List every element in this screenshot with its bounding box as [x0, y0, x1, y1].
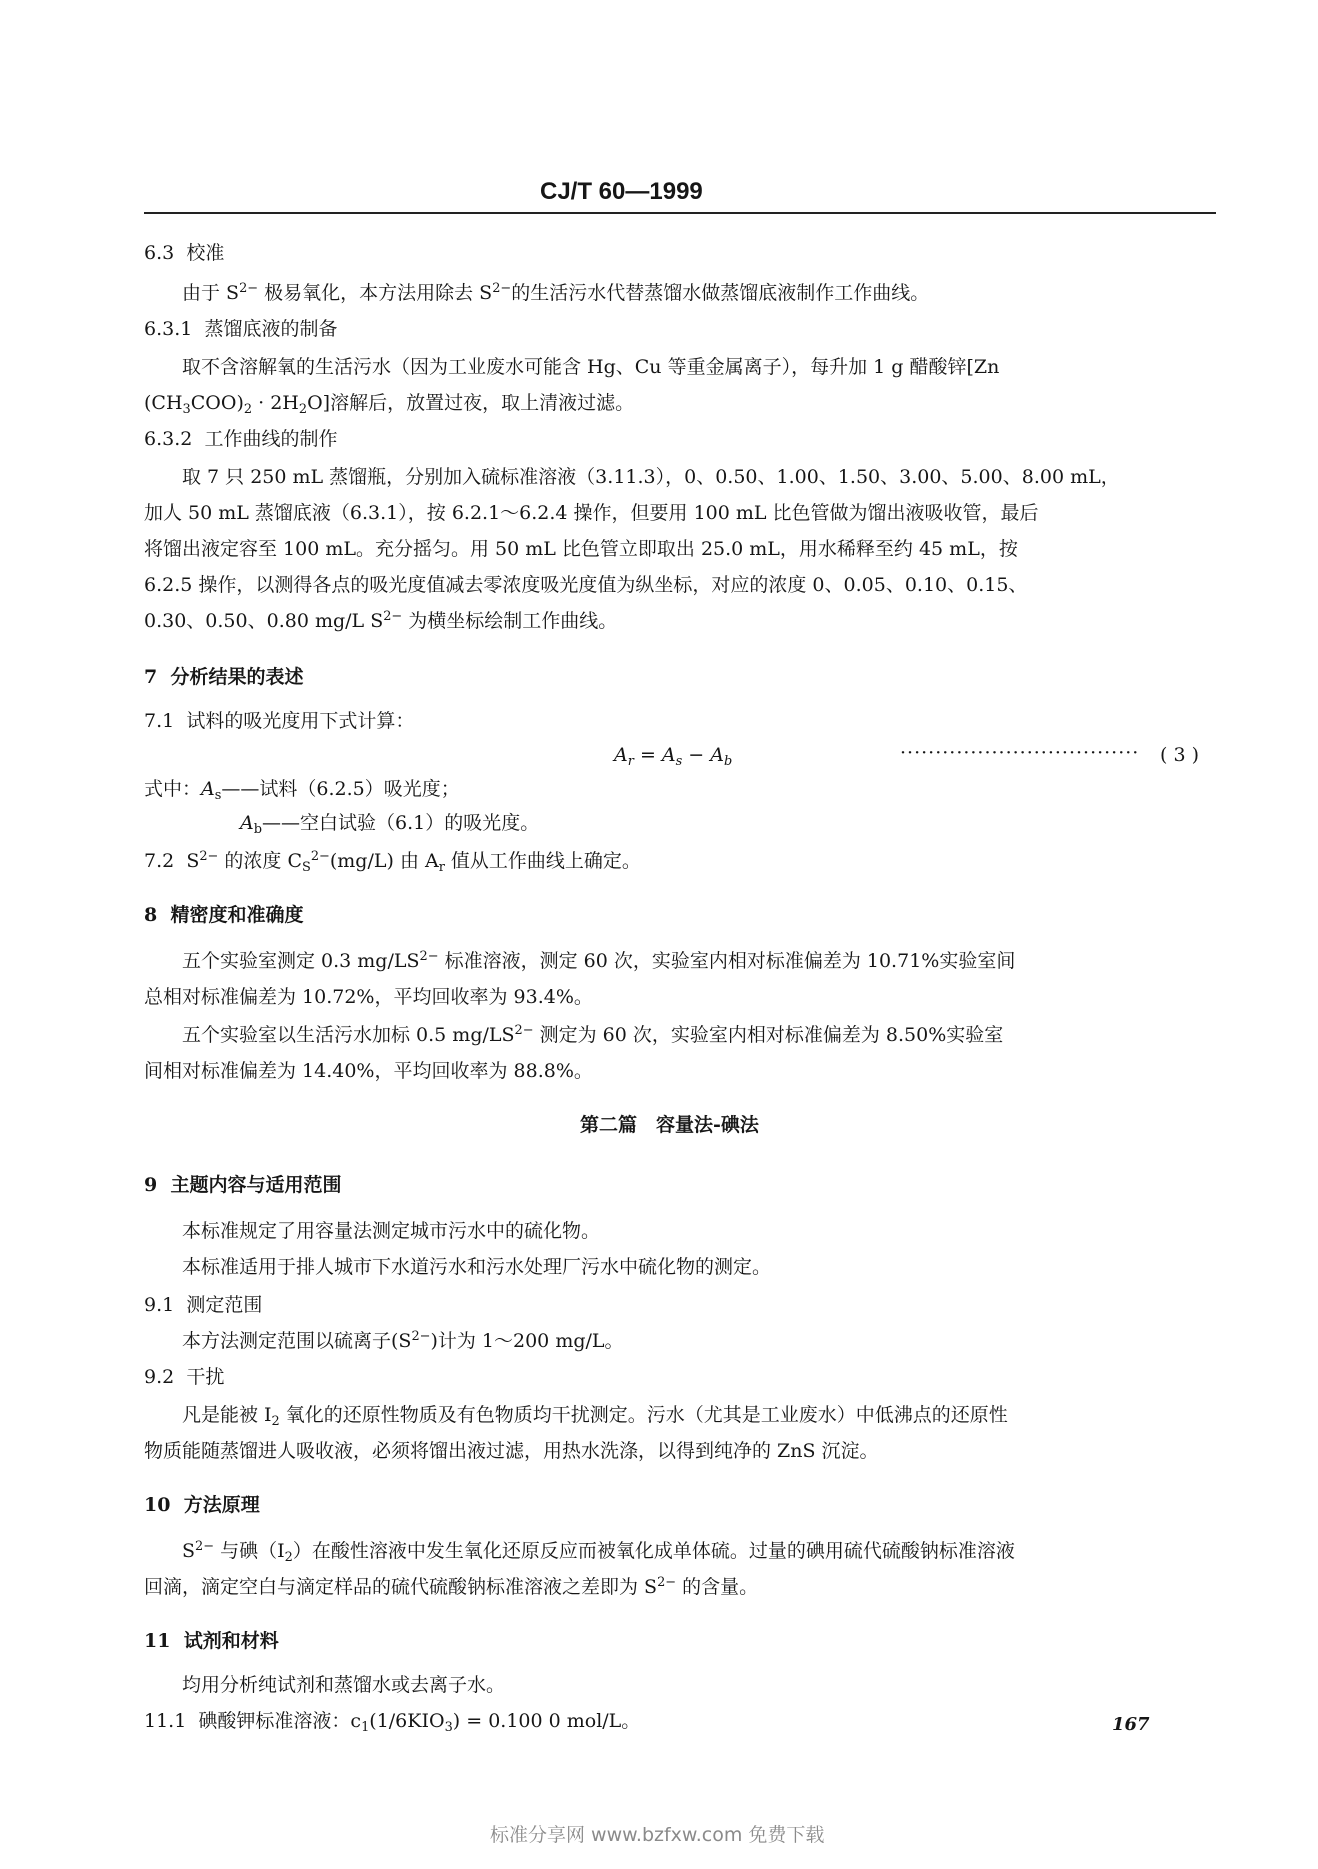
section-6-3-2-line-2: 加人 50 mL 蒸馏底液（6.3.1），按 6.2.1～6.2.4 操作，但要用 100 mL 比色管做为馏出液吸收管，最后 — [144, 502, 1039, 524]
document-code: CJ/T 60—1999 — [540, 178, 703, 205]
section-6-3-2-heading: 6.3.2 工作曲线的制作 — [144, 428, 338, 450]
section-11-1-text: 11.1 碘酸钾标准溶液：$c_1(1/6KIO_3) = 0.100$ 0 mol/L。 — [144, 1710, 641, 1735]
section-8-p2-line-1: 五个实验室以生活污水加标 0.5 $mg/LS^{2-}$ 测定为 60 次，实验室内相对标准偏差为 8.50%实验室 — [182, 1022, 1004, 1046]
section-8-p1-line-1: 五个实验室测定 0.3 $mg/LS^{2-}$ 标准溶液，测定 60 次，实验室内相对标准偏差为 10.71%实验室间 — [182, 948, 1016, 972]
section-9-2-line-1: 凡是能被 $I_2$ 氧化的还原性物质及有色物质均干扰测定。污水（尤其是工业废水）中低沸点的还原性 — [182, 1404, 1008, 1429]
section-6-3-2-line-5: 0.30、0.50、0.80 mg/L $S^{2-}$ 为横坐标绘制工作曲线。 — [144, 608, 618, 632]
header-rule — [144, 212, 1216, 214]
page-number: 167 — [1112, 1714, 1150, 1735]
section-9-1-heading: 9.1 测定范围 — [144, 1294, 263, 1316]
section-6-3-1-line-1: 取不含溶解氧的生活污水（因为工业废水可能含 Hg、Cu 等重金属离子），每升加 1 g 醋酸锌[Zn — [182, 356, 1000, 378]
section-6-3-2-line-4: 6.2.5 操作，以测得各点的吸光度值减去零浓度吸光度值为纵坐标，对应的浓度 0、0.05、0.10、0.15、 — [144, 574, 1028, 596]
where-variable-2: $A_b——$空白试验（6.1）的吸光度。 — [240, 812, 540, 837]
where-variable-1: 式中：$A_s——$试料（6.2.5）吸光度； — [144, 778, 460, 803]
section-9-2-line-2: 物质能随蒸馏进人吸收液，必须将馏出液过滤，用热水洗涤，以得到纯净的 ZnS 沉淀。 — [144, 1440, 879, 1462]
section-6-3-heading: 6.3 校准 — [144, 242, 225, 264]
section-10-heading: 10 方法原理 — [144, 1494, 260, 1516]
section-9-1-text: 本方法测定范围以硫离子$(S^{2-})$计为 1～200 mg/L。 — [182, 1328, 624, 1352]
section-8-heading: 8 精密度和准确度 — [144, 904, 304, 926]
section-9-2-heading: 9.2 干扰 — [144, 1366, 225, 1388]
equation-leader-dots: ·································· — [900, 742, 1140, 764]
section-6-3-1-line-2: $(CH_3COO)_2 \cdot 2H_2O$]溶解后，放置过夜，取上清液过滤。 — [144, 392, 635, 417]
section-11-heading: 11 试剂和材料 — [144, 1630, 279, 1652]
section-8-p1-line-2: 总相对标准偏差为 10.72%，平均回收率为 93.4%。 — [144, 986, 593, 1008]
section-6-3-2-line-1: 取 7 只 250 mL 蒸馏瓶，分别加入硫标准溶液（3.11.3），0、0.50、1.00、1.50、3.00、5.00、8.00 mL， — [182, 466, 1120, 488]
part-two-title: 第二篇 容量法-碘法 — [580, 1114, 759, 1136]
section-8-p2-line-2: 间相对标准偏差为 14.40%，平均回收率为 88.8%。 — [144, 1060, 593, 1082]
section-6-3-2-line-3: 将馏出液定容至 100 mL。充分摇匀。用 50 mL 比色管立即取出 25.0 mL，用水稀释至约 45 mL，按 — [144, 538, 1018, 560]
section-6-3-1-heading: 6.3.1 蒸馏底液的制备 — [144, 318, 338, 340]
equation-3: $A_r = A_s - A_b$ — [614, 744, 733, 769]
equation-number: ( 3 ) — [1160, 744, 1199, 766]
section-11-text: 均用分析纯试剂和蒸馏水或去离子水。 — [182, 1674, 506, 1696]
section-9-p2: 本标准适用于排人城市下水道污水和污水处理厂污水中硫化物的测定。 — [182, 1256, 772, 1278]
section-10-line-1: $S^{2-}$ 与碘$(I_2)$在酸性溶液中发生氧化还原反应而被氧化成单体硫。过量的碘用硫代硫酸钠标准溶液 — [182, 1538, 1015, 1565]
section-6-3-text: 由于 $S^{2-}$ 极易氧化，本方法用除去 $S^{2-}$的生活污水代替蒸馏水做蒸馏底液制作工作曲线。 — [182, 280, 930, 304]
section-7-heading: 7 分析结果的表述 — [144, 666, 304, 688]
section-7-1-text: 7.1 试料的吸光度用下式计算： — [144, 710, 415, 732]
section-10-line-2: 回滴，滴定空白与滴定样品的硫代硫酸钠标准溶液之差即为 $S^{2-}$ 的含量。 — [144, 1574, 759, 1598]
footer-watermark: 标准分享网 www.bzfxw.com 免费下载 — [490, 1824, 825, 1846]
section-9-p1: 本标准规定了用容量法测定城市污水中的硫化物。 — [182, 1220, 601, 1242]
section-9-heading: 9 主题内容与适用范围 — [144, 1174, 342, 1196]
section-7-2-text: 7.2 $S^{2-}$ 的浓度 $C_S^{2-}(mg/L)$ 由 $A_r$ 值从工作曲线上确定。 — [144, 848, 641, 875]
